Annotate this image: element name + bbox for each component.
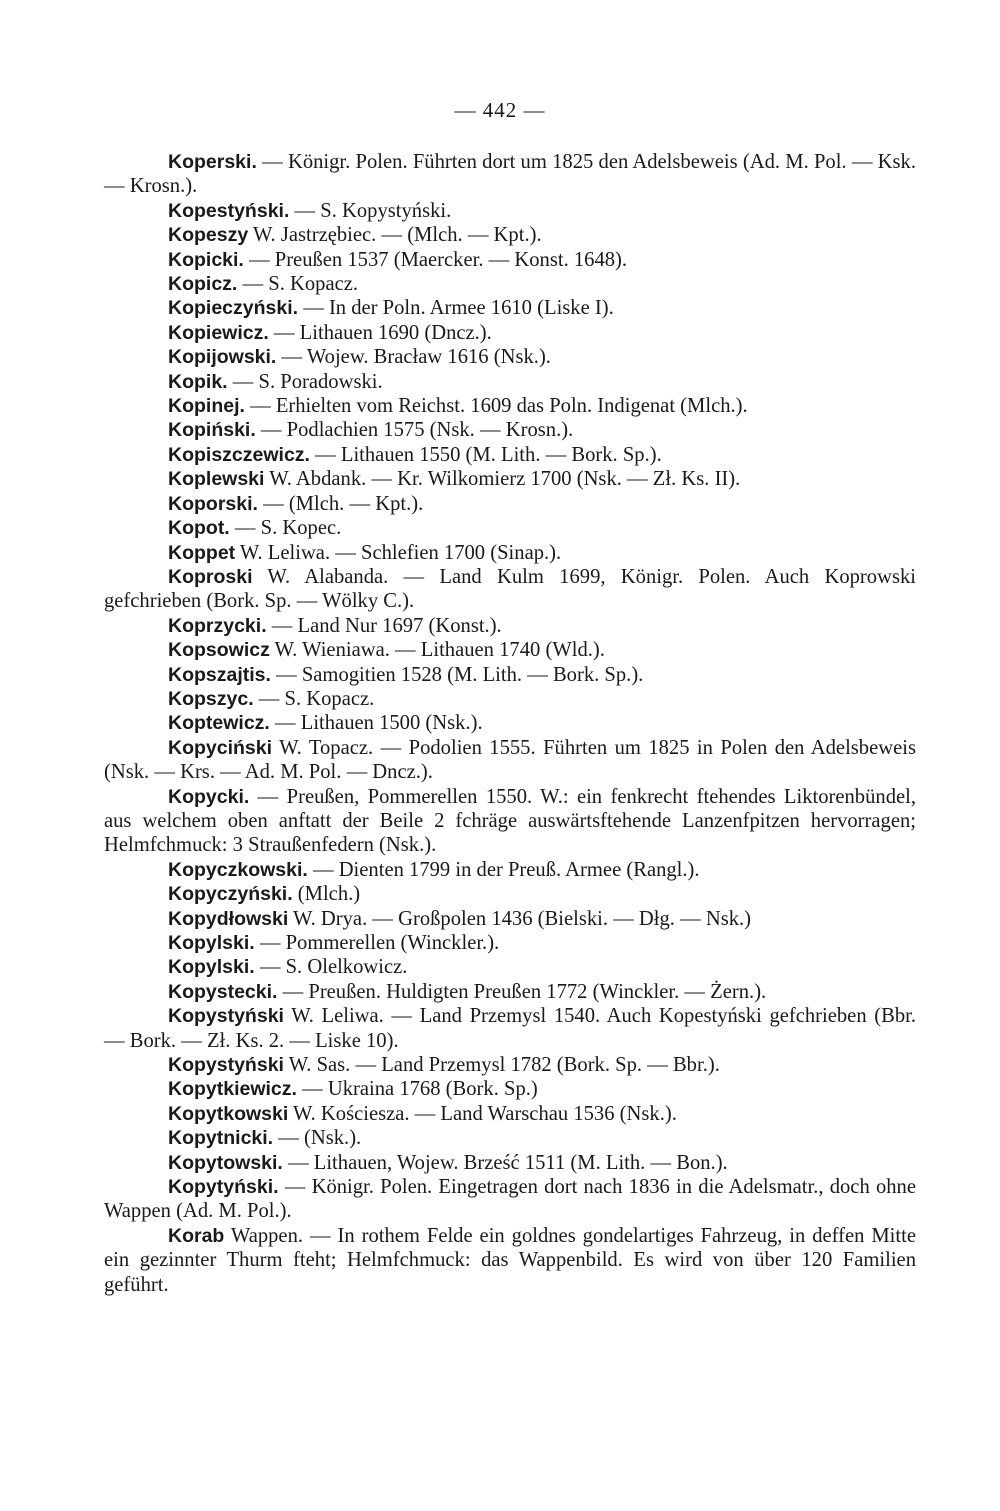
entry — [104, 321, 916, 345]
entry — [104, 687, 916, 711]
entry — [104, 663, 916, 687]
entry — [104, 1175, 916, 1224]
entry-text: — Pommerellen (Winckler.). — [254, 932, 500, 954]
entry-headword: Koprzycki. — [168, 614, 267, 637]
entry-headword: Kopytyński. — [168, 1176, 279, 1199]
entry-text: — (Nsk.). — [273, 1127, 362, 1150]
entry-headword: Koptewicz. — [168, 712, 270, 735]
entry — [104, 931, 916, 955]
entry-text: W. Leliwa. — Schlefien 1700 (Sinap.). — [235, 541, 562, 564]
entry-text: — Lithauen, Wojew. Brześć 1511 (M. Lith. — Bon.). — [282, 1151, 728, 1174]
entry-headword: Kopszyc. — [168, 687, 254, 710]
entry — [104, 711, 916, 735]
entry — [104, 370, 916, 394]
entry-text: W. Leliwa. — Land Przemysl 1540. Auch Kopestyński gefchrieben (Bbr. — Bork. — Zł. Ks. 2. — Liske 10). — [104, 1005, 916, 1052]
entry-text: W. Wieniawa. — Lithauen 1740 (Wld.). — [269, 639, 605, 662]
entry-headword: Kopiński. — [168, 419, 256, 442]
entry-text: W. Kościesza. — Land Warschau 1536 (Nsk.). — [288, 1102, 677, 1125]
entry — [104, 541, 916, 565]
entry-text: — S. Kopacz. — [237, 273, 359, 296]
entry-headword: Koppet — [168, 541, 236, 564]
entry-headword: Kopsowicz — [168, 639, 270, 662]
entry-headword: Kopytowski. — [168, 1151, 283, 1174]
entry-headword: Kopiewicz. — [168, 321, 269, 344]
entry-headword: Kopylski. — [168, 932, 255, 954]
entry-text: W. Abdank. — Kr. Wilkomierz 1700 (Nsk. — Zł. Ks. II). — [264, 468, 741, 491]
entry-headword: Koperski. — [168, 151, 257, 173]
entry — [104, 614, 916, 638]
entry-text: — Ukraina 1768 (Bork. Sp.) — [296, 1078, 538, 1101]
entry — [104, 1151, 916, 1175]
entry — [104, 394, 916, 418]
entry — [104, 199, 916, 223]
entry-headword: Kopieczyński. — [168, 297, 299, 320]
entry — [104, 248, 916, 272]
entry-headword: Kopicki. — [168, 248, 244, 271]
entry-headword: Kopystyński — [168, 1005, 284, 1028]
entry-text: Wappen. — In rothem Felde ein goldnes gondelartiges Fahrzeug, in deffen Mitte ein gezinnter Thurm fteht; Helmfchmuck: das Wappenbild. Es wird von über 120 Familien geführt. — [104, 1224, 916, 1296]
entry-headword: Kopystecki. — [168, 980, 278, 1003]
entry-headword: Kopydłowski — [168, 907, 289, 930]
entry — [104, 565, 916, 614]
entry-headword: Kopyczyński. — [168, 883, 293, 906]
entry-headword: Kopyczkowski. — [168, 858, 308, 881]
entry-text: — S. Poradowski. — [227, 370, 383, 393]
entry-headword: Koproski — [168, 565, 253, 588]
entry-headword: Kopytkowski — [168, 1102, 289, 1125]
entry-list — [104, 150, 916, 1297]
entry-headword: Kopik. — [168, 370, 228, 393]
entry — [104, 467, 916, 491]
entry-headword: Kopystyński — [168, 1054, 284, 1077]
entry — [104, 736, 916, 785]
entry-headword: Kopytnicki. — [168, 1127, 274, 1150]
entry — [104, 296, 916, 320]
entry-text: W. Jastrzębiec. — (Mlch. — Kpt.). — [248, 224, 542, 247]
entry-headword: Kopicz. — [168, 273, 238, 296]
entry-headword: Kopszajtis. — [168, 663, 271, 686]
entry — [104, 955, 916, 979]
entry — [104, 980, 916, 1004]
entry-text: — S. Kopystyński. — [289, 199, 452, 222]
entry-text: W. Alabanda. — Land Kulm 1699, Königr. Polen. Auch Koprowski gefchrieben (Bork. Sp. — Wölky C.). — [104, 565, 916, 613]
entry — [104, 1102, 916, 1126]
entry — [104, 1126, 916, 1150]
entry-text: — Königr. Polen. Eingetragen dort nach 1836 in die Adelsmatr., doch ohne Wappen (Ad. M. Pol.). — [104, 1176, 916, 1223]
entry-text: — Lithauen 1690 (Dncz.). — [268, 321, 492, 344]
entry-text: — (Mlch. — Kpt.). — [257, 492, 424, 515]
entry-text: — Land Nur 1697 (Konst.). — [266, 614, 502, 637]
entry-text: W. Sas. — Land Przemysl 1782 (Bork. Sp. — Bbr.). — [283, 1054, 720, 1077]
entry — [104, 223, 916, 247]
entry-text: — Königr. Polen. Führten dort um 1825 den Adelsbeweis (Ad. M. Pol. — Ksk. — Krosn.). — [104, 151, 916, 198]
entry-headword: Kopeszy — [168, 224, 249, 247]
entry-text: — Preußen. Huldigten Preußen 1772 (Winckler. — Żern.). — [277, 980, 767, 1003]
entry-headword: Kopestyński. — [168, 199, 290, 222]
entry-headword: Kopijowski. — [168, 346, 277, 369]
entry — [104, 907, 916, 931]
entry-text: (Mlch.) — [292, 883, 361, 906]
entry — [104, 638, 916, 662]
entry-text: — Erhielten vom Reichst. 1609 das Poln. Indigenat (Mlch.). — [244, 395, 748, 418]
entry-text: — Preußen, Pommerellen 1550. W.: ein fenkrecht ftehendes Liktorenbündel, aus welchem oben anftatt der Beile 2 fchräge auswärtsftehende Lanzenfpitzen hervorragen; Helmfchmuck: 3 Straußenfedern (Nsk.). — [104, 785, 916, 857]
entry — [104, 418, 916, 442]
entry-text: — Samogitien 1528 (M. Lith. — Bork. Sp.). — [270, 663, 644, 686]
entry-text: — S. Olelkowicz. — [254, 956, 408, 979]
entry-headword: Koporski. — [168, 492, 258, 515]
entry-headword: Kopytkiewicz. — [168, 1078, 297, 1101]
entry — [104, 785, 916, 858]
entry — [104, 150, 916, 199]
entry-headword: Kopot. — [168, 517, 230, 540]
entry-headword: Korab — [168, 1224, 225, 1247]
entry-headword: Kopiszczewicz. — [168, 443, 310, 466]
entry — [104, 1224, 916, 1297]
entry — [104, 492, 916, 516]
entry-headword: Kopylski. — [168, 956, 255, 979]
entry-text: — S. Kopec. — [229, 517, 342, 540]
entry — [104, 1004, 916, 1053]
entry — [104, 443, 916, 467]
entry-headword: Kopyciński — [168, 736, 273, 759]
entry-text: W. Topacz. — Podolien 1555. Führten um 1825 in Polen den Adelsbeweis (Nsk. — Krs. — Ad. M. Pol. — Dncz.). — [104, 736, 916, 784]
entry — [104, 1053, 916, 1077]
entry-text: — In der Poln. Armee 1610 (Liske I). — [298, 297, 614, 320]
entry-text: — Lithauen 1500 (Nsk.). — [269, 712, 483, 735]
entry-text: — Lithauen 1550 (M. Lith. — Bork. Sp.). — [309, 443, 662, 466]
entry — [104, 1077, 916, 1101]
entry-headword: Kopinej. — [168, 395, 245, 418]
entry — [104, 272, 916, 296]
entry — [104, 516, 916, 540]
entry-text: — Preußen 1537 (Maercker. — Konst. 1648). — [243, 248, 628, 271]
entry-headword: Koplewski — [168, 468, 265, 491]
entry-text: W. Drya. — Großpolen 1436 (Bielski. — Dłg. — Nsk.) — [288, 907, 752, 930]
entry-text: — Wojew. Bracław 1616 (Nsk.). — [276, 346, 551, 369]
entry-text: — Podlachien 1575 (Nsk. — Krosn.). — [255, 419, 574, 442]
entry — [104, 345, 916, 369]
entry-text: — S. Kopacz. — [253, 687, 375, 710]
entry — [104, 858, 916, 882]
page-number: — 442 — — [454, 98, 546, 122]
entry-headword: Kopycki. — [168, 785, 250, 808]
entry-text: — Dienten 1799 in der Preuß. Armee (Rangl.). — [307, 858, 700, 881]
entry — [104, 882, 916, 906]
